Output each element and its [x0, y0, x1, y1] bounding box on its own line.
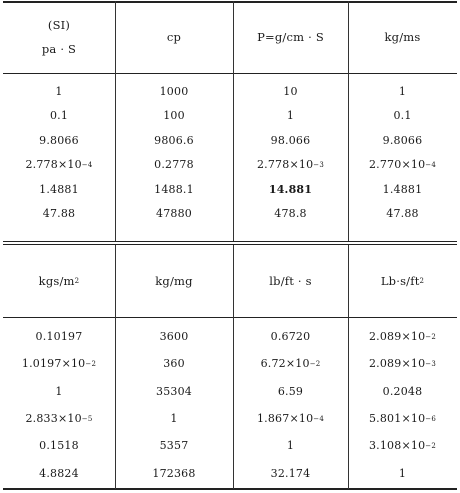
table-cell [233, 432, 348, 459]
table-cell [348, 104, 457, 129]
cell-value: 10 [283, 84, 298, 98]
cell-value: 2.089×10 [368, 357, 426, 371]
cell-value: 5357 [159, 439, 189, 453]
cell-value: 9.8066 [39, 133, 79, 147]
column-header [3, 1, 115, 73]
cell-value: 0.1 [393, 109, 412, 123]
cell-value: kg/mg [155, 274, 193, 288]
cell-value: 3600 [159, 330, 189, 344]
header-line-1: (SI) [47, 18, 71, 32]
cell-value: lb/ft · s [269, 274, 312, 288]
cell-value: 3.108×10 [368, 439, 426, 453]
cell-value: 14.881 [268, 182, 313, 196]
cell-value: 47880 [156, 207, 192, 221]
table-cell [115, 202, 233, 227]
column-header [348, 1, 457, 73]
table-cell [3, 460, 115, 487]
cell-value: 360 [163, 357, 185, 371]
header-label: P=g/cm · S [257, 30, 324, 44]
cell-value: 6.72×10 [260, 357, 310, 371]
cell-value: 47.88 [42, 207, 76, 221]
cell-value: 1.0197×10 [21, 357, 86, 371]
table-cell: 1.867×10 −4 [256, 412, 325, 426]
table-cell: 1.0197×10 −2 [21, 357, 97, 371]
cell-value: 100 [163, 109, 185, 123]
table-cell: 2.089×10 −3 [368, 357, 437, 371]
table-cell [233, 177, 348, 202]
table-cell [233, 323, 348, 350]
cell-value: 1 [286, 109, 295, 123]
table-cell [3, 432, 115, 459]
cell-value: 6.59 [277, 384, 304, 398]
header-line-2: pa · S [41, 42, 77, 56]
cell-value: 1.4881 [382, 182, 423, 196]
column-header [115, 245, 233, 317]
table-cell [348, 460, 457, 487]
table-cell [3, 128, 115, 153]
table-cell: 6.72×10 −2 [260, 357, 321, 371]
table-cell [3, 79, 115, 104]
header-label: cp [166, 30, 182, 44]
table-cell [3, 202, 115, 227]
cell-value: 478.8 [274, 207, 307, 221]
cell-value: 2.833×10 [25, 412, 82, 426]
table-cell [3, 104, 115, 129]
cell-value: 1 [398, 84, 407, 98]
rule-line [3, 317, 457, 318]
cell-value: 4.8824 [39, 466, 79, 480]
table-cell: 2.778×10 −4 [25, 158, 93, 172]
table-cell [115, 79, 233, 104]
table-cell [348, 378, 457, 405]
column-header: Lb·s/ft 2 [380, 274, 425, 288]
table-cell [3, 177, 115, 202]
table-cell [348, 202, 457, 227]
cell-value: 0.1 [49, 109, 69, 123]
table-cell: 2.089×10 −2 [368, 330, 437, 344]
cell-value: 1.4881 [39, 182, 79, 196]
table-cell [115, 128, 233, 153]
cell-value: 172368 [152, 466, 196, 480]
table-cell: 2.770×10 −4 [368, 158, 437, 172]
cell-value: 0.2778 [154, 158, 194, 172]
table-cell [3, 378, 115, 405]
cell-value: 32.174 [270, 466, 311, 480]
cell-value: 2.089×10 [368, 330, 426, 344]
cell-value: 35304 [156, 384, 192, 398]
column-header [233, 1, 348, 73]
cell-value: 0.10197 [35, 330, 83, 344]
cell-value: 1 [55, 384, 63, 398]
table-cell [115, 350, 233, 377]
table-cell [233, 378, 348, 405]
cell-value: Lb·s/ft [380, 274, 420, 288]
cell-value: 9806.6 [154, 133, 194, 147]
table-cell [233, 202, 348, 227]
table-cell [115, 104, 233, 129]
rule-line [3, 488, 457, 490]
cell-value: 47.88 [386, 207, 419, 221]
cell-value: 9.8066 [382, 133, 423, 147]
cell-value: 1000 [159, 84, 189, 98]
table-cell [115, 323, 233, 350]
table-cell [3, 323, 115, 350]
column-header [115, 1, 233, 73]
conversion-table [3, 1, 457, 490]
cell-value: kgs/m [38, 274, 75, 288]
table-cell [115, 405, 233, 432]
table-cell [115, 153, 233, 178]
table-cell [348, 128, 457, 153]
cell-value: 1.867×10 [256, 412, 314, 426]
cell-value: 1 [55, 84, 63, 98]
table-cell: 2.833×10 −5 [25, 412, 93, 426]
table-cell [115, 378, 233, 405]
table-cell [348, 79, 457, 104]
table-cell [233, 104, 348, 129]
column-header [233, 245, 348, 317]
table-cell [233, 79, 348, 104]
cell-value: 5.801×10 [368, 412, 426, 426]
table-cell [115, 460, 233, 487]
cell-value: 1 [398, 466, 407, 480]
column-header: kgs/m 2 [38, 274, 80, 288]
rule-line [3, 241, 457, 242]
rule-line [3, 73, 457, 74]
cell-value: 1 [170, 412, 178, 426]
table-cell: 3.108×10 −2 [368, 439, 437, 453]
cell-value: 98.066 [270, 133, 311, 147]
header-label: kg/ms [384, 30, 421, 44]
cell-value: 1488.1 [154, 182, 194, 196]
cell-value: 2.778×10 [25, 158, 82, 172]
table-cell [348, 177, 457, 202]
table-cell [233, 460, 348, 487]
table-cell [115, 432, 233, 459]
cell-value: 2.770×10 [368, 158, 426, 172]
cell-value: 0.1518 [39, 439, 79, 453]
table-cell: 2.778×10 −3 [256, 158, 325, 172]
table-cell: 5.801×10 −6 [368, 412, 437, 426]
cell-value: 0.2048 [382, 384, 423, 398]
cell-value: 0.6720 [270, 330, 311, 344]
table-cell [233, 128, 348, 153]
table-cell [115, 177, 233, 202]
cell-value: 2.778×10 [256, 158, 314, 172]
cell-value: 1 [286, 439, 295, 453]
